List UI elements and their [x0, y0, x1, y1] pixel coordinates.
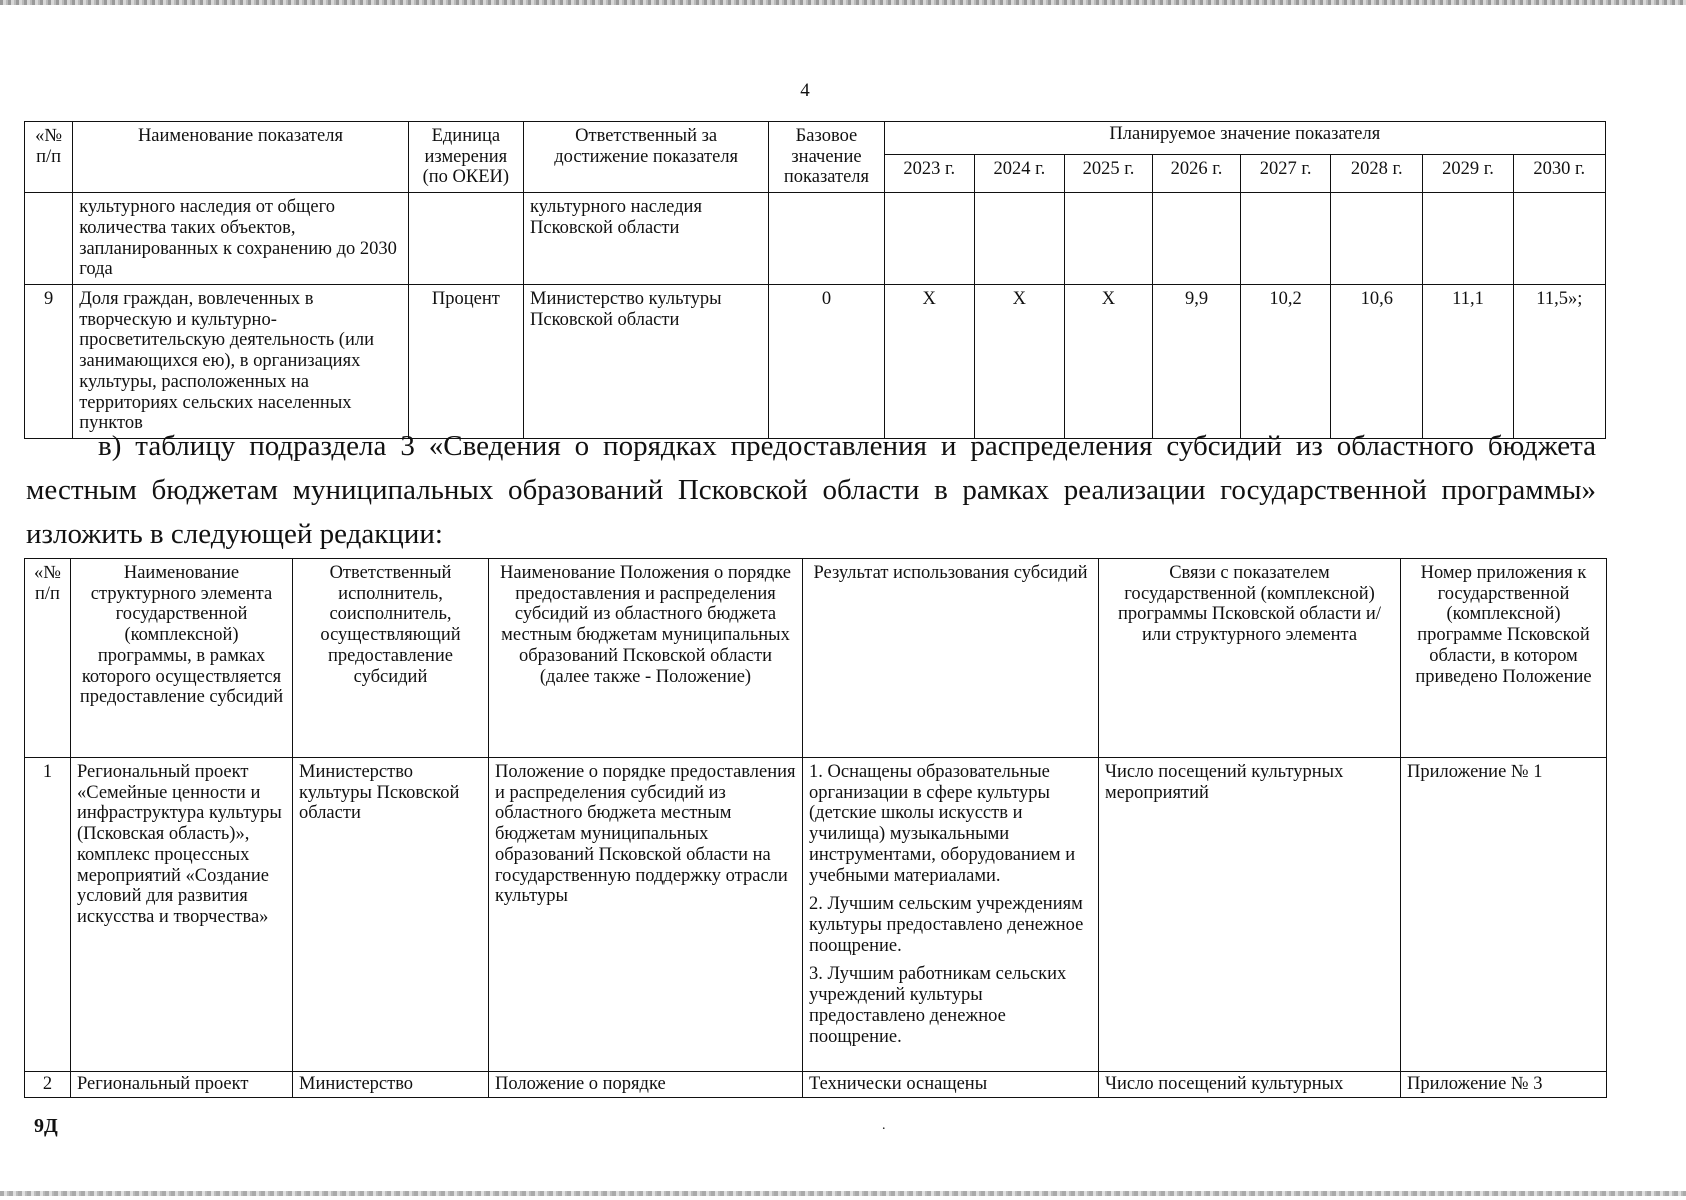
t2-row1-num: 2: [25, 1072, 71, 1098]
table2-header-row: [25, 559, 1607, 758]
t1-row1-v2027: 10,2: [1241, 285, 1331, 439]
indicators-table: [24, 121, 1606, 439]
t1-year-2028: 2028 г.: [1331, 155, 1423, 193]
t2-row0-result-3: 3. Лучшим работникам сельских учреждений культуры предоставлено денежное поощрение.: [809, 964, 1067, 1047]
t1-row0-name: культурного наследия от общего количества таких объектов, запланированных к сохранению до 2030 года: [73, 193, 408, 285]
t1-row1-name: Доля граждан, вовлеченных в творческую и культурно-просветительскую деятельность (или занимающихся ею), в организациях культуры, расположенных на территориях сельских населенных пунктов: [73, 285, 408, 439]
t2-row0-result-1: 1. Оснащены образовательные организации в сфере культуры (детские школы искусств и училища) музыкальными инструментами, оборудованием и учебными материалами.: [809, 762, 1076, 886]
t1-row0-unit: [408, 193, 523, 285]
t1-row0-responsible: культурного наследия Псковской области: [524, 193, 769, 285]
t1-header-num: «№ п/п: [25, 122, 73, 193]
t1-row0-v2026: [1152, 193, 1240, 285]
t1-row1-v2023: Х: [884, 285, 974, 439]
t2-header-regulation: Наименование Положения о порядке предоставления и распределения субсидий из областного бюджета местным бюджетам муниципальных образований Псковской области (далее также - Положение): [489, 559, 803, 758]
t2-header-link: Связи с показателем государственной (комплексной) программы Псковской области и/или структурного элемента: [1099, 559, 1401, 758]
t2-row0-link: Число посещений культурных мероприятий: [1099, 758, 1401, 1072]
stray-mark: .: [882, 1118, 886, 1133]
t1-year-2027: 2027 г.: [1241, 155, 1331, 193]
t1-header-base: Базовое значение показателя: [769, 122, 884, 193]
t1-year-2029: 2029 г.: [1423, 155, 1513, 193]
table-row: [25, 193, 1606, 285]
t2-row0-num: 1: [25, 758, 71, 1072]
footer-code: 9Д: [34, 1115, 58, 1137]
t1-row1-unit: Процент: [408, 285, 523, 439]
t1-row0-v2027: [1241, 193, 1331, 285]
t2-row0-executor: Министерство культуры Псковской области: [293, 758, 489, 1072]
t2-row1-appendix: Приложение № 3: [1401, 1072, 1607, 1098]
t1-year-2025: 2025 г.: [1064, 155, 1152, 193]
scan-edge-bottom: [0, 1191, 1686, 1196]
t1-year-2030: 2030 г.: [1513, 155, 1605, 193]
t1-row1-num: 9: [25, 285, 73, 439]
t1-row0-v2028: [1331, 193, 1423, 285]
t1-header-name: Наименование показателя: [73, 122, 408, 193]
scan-edge-top: [0, 0, 1686, 5]
table-row: [25, 758, 1607, 1072]
t2-header-result: Результат использования субсидий: [803, 559, 1099, 758]
t1-row1-v2025: Х: [1064, 285, 1152, 439]
t1-row1-base: 0: [769, 285, 884, 439]
subsidies-table: [24, 558, 1607, 1098]
t2-header-appendix: Номер приложения к государственной (комплексной) программе Псковской области, в котором приведено Положение: [1401, 559, 1607, 758]
t1-header-responsible: Ответственный за достижение показателя: [524, 122, 769, 193]
page-number: 4: [800, 80, 810, 101]
t1-row1-responsible: Министерство культуры Псковской области: [524, 285, 769, 439]
t2-row0-appendix: Приложение № 1: [1401, 758, 1607, 1072]
t2-row0-results: [803, 758, 1099, 1072]
t1-row1-v2026: 9,9: [1152, 285, 1240, 439]
table-row: [25, 1072, 1607, 1098]
t1-row0-v2024: [974, 193, 1064, 285]
t1-row1-v2029: 11,1: [1423, 285, 1513, 439]
table1-header-row: [25, 122, 1606, 155]
table-row: [25, 285, 1606, 439]
t2-header-executor: Ответственный исполнитель, соисполнитель, осуществляющий предоставление субсидий: [293, 559, 489, 758]
t1-row0-v2030: [1513, 193, 1605, 285]
t2-row1-element: Региональный проект: [71, 1072, 293, 1098]
t1-row0-v2025: [1064, 193, 1152, 285]
t1-year-2023: 2023 г.: [884, 155, 974, 193]
t1-row1-v2030: 11,5»;: [1513, 285, 1605, 439]
t2-row1-result: Технически оснащены: [803, 1072, 1099, 1098]
t1-header-planned: Планируемое значение показателя: [884, 122, 1605, 155]
t1-row1-v2028: 10,6: [1331, 285, 1423, 439]
t1-year-2026: 2026 г.: [1152, 155, 1240, 193]
t2-row1-executor: Министерство: [293, 1072, 489, 1098]
t2-row0-result-2: 2. Лучшим сельским учреждениям культуры предоставлено денежное поощрение.: [809, 894, 1084, 956]
t1-row0-num: [25, 193, 73, 285]
t1-header-unit: Единица измерения (по ОКЕИ): [408, 122, 523, 193]
instruction-paragraph: в) таблицу подраздела 3 «Сведения о порядках предоставления и распределения субсидий из областного бюджета местным бюджетам муниципальных образований Псковской области в рамках реализации государственной программы» изложить в следующей редакции:: [26, 430, 1596, 550]
t1-year-2024: 2024 г.: [974, 155, 1064, 193]
t2-header-element: Наименование структурного элемента государственной (комплексной) программы, в рамках которого осуществляется предоставление субсидий: [71, 559, 293, 758]
t2-row1-regulation: Положение о порядке: [489, 1072, 803, 1098]
t2-row1-link: Число посещений культурных: [1099, 1072, 1401, 1098]
t1-row1-v2024: Х: [974, 285, 1064, 439]
t1-row0-v2029: [1423, 193, 1513, 285]
t1-row0-v2023: [884, 193, 974, 285]
t2-row0-regulation: Положение о порядке предоставления и распределения субсидий из областного бюджета местным бюджетам муниципальных образований Псковской области на государственную поддержку отрасли культуры: [489, 758, 803, 1072]
t2-row0-element: Региональный проект «Семейные ценности и инфраструктура культуры (Псковская область)», комплекс процессных мероприятий «Создание условий для развития искусства и творчества»: [71, 758, 293, 1072]
t1-row0-base: [769, 193, 884, 285]
t2-header-num: «№ п/п: [25, 559, 71, 758]
